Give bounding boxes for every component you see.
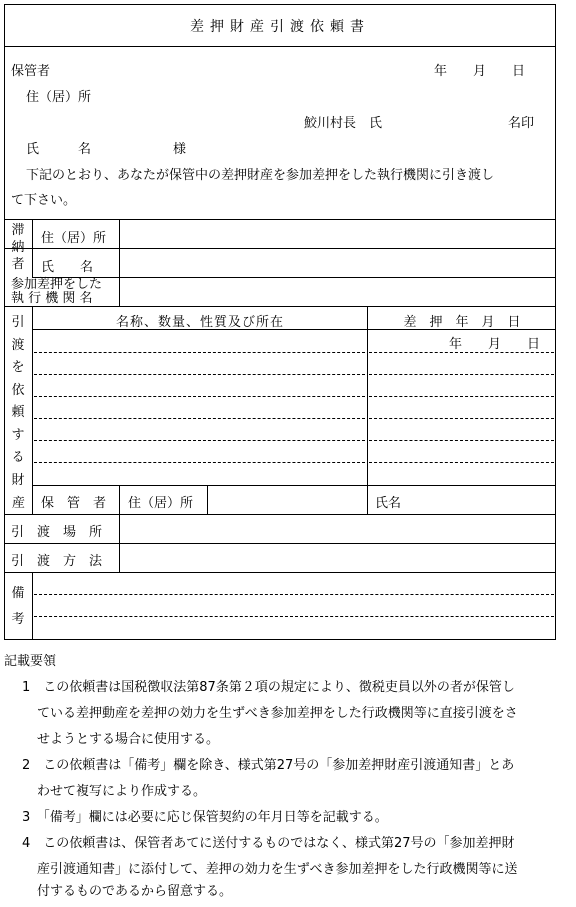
note-3-line1: 3 「備考」欄には必要に応じ保管契約の年月日等を記載する。 [22,810,388,825]
col-divider-date [367,306,368,515]
notes-heading: 記載要領 [4,654,57,669]
remarks-dash-line [34,594,554,595]
remarks-dash-line [34,616,554,617]
row-divider-8 [4,572,556,573]
issuer-label: 鮫川村長 氏 [304,116,383,131]
col-divider-remarks [32,572,33,640]
custodian-name-label: 氏名 [375,496,402,511]
col-divider-delinquent [32,219,33,278]
date-dash-line [369,352,554,353]
date-dash-line [369,440,554,441]
date-format: 年 月 日 [449,337,541,352]
body-text-line2: て下さい。 [11,193,77,208]
seal-label: 名印 [508,116,535,131]
property-dash-line [34,352,365,353]
row-divider-7 [4,543,556,544]
items-column-header: 名称、数量、性質及び所在 [115,315,284,330]
address-label: 住（居）所 [26,90,92,105]
col-divider-delivery [119,514,120,573]
note-2-line2: わせて複写により作成する。 [37,784,207,799]
outer-bottom-border [4,639,556,640]
delinquent-name-label: 氏 名 [41,260,94,275]
header-date: 年 月 日 [434,64,526,79]
note-4-line3: 付するものであるから留意する。 [37,884,233,899]
agency-label-line1: 参加差押をした [11,277,103,292]
body-text-line1: 下記のとおり、あなたが保管中の差押財産を参加差押をした執行機関に引き渡し [26,168,495,183]
row-divider-1 [4,248,556,249]
property-dash-line [34,396,365,397]
row-divider-6 [4,514,556,515]
property-last-char: 産 [12,496,26,511]
col-divider-custodian [119,485,120,515]
delivery-method-label: 引 渡 方 法 [11,554,103,569]
col-divider-label [119,219,120,307]
property-dash-line [34,440,365,441]
remarks-vertical-label: 備 考 [11,586,25,627]
custodian-row-label: 保 管 者 [41,496,107,511]
outer-top-border [4,4,556,5]
date-dash-line [369,462,554,463]
note-4-line1: 4 この依頼書は、保管者あてに送付するものではなく、様式第27号の「参加差押財 [22,836,515,851]
note-1-line1: 1 この依頼書は国税徴収法第87条第２項の規定により、徴税吏員以外の者が保管し [22,680,515,695]
note-2-line1: 2 この依頼書は「備考」欄を除き、様式第27号の「参加差押財産引渡通知書」とあ [22,758,515,773]
delinquent-address-label: 住（居）所 [41,231,107,246]
property-vertical-label: 引 渡 を 依 頼 す る 財 [11,315,25,488]
header-divider [4,219,556,220]
agency-label-line2: 執 行 機 関 名 [11,291,93,306]
name-label: 氏 名 [26,142,92,157]
date-dash-line [369,374,554,375]
outer-left-border [4,4,5,640]
custodian-label: 保管者 [11,64,51,79]
delivery-place-label: 引 渡 場 所 [11,525,103,540]
row-divider-5 [32,485,556,486]
date-column-header: 差 押 年 月 日 [403,315,521,330]
property-dash-line [34,374,365,375]
note-1-line2: ている差押動産を差押の効力を生ずべき参加差押をした行政機関等に直接引渡をさ [37,706,518,721]
row-divider-3 [4,306,556,307]
row-divider-2 [32,277,556,278]
note-1-line3: せようとする場合に使用する。 [37,732,220,747]
col-divider-custodian-address [207,485,208,515]
col-divider-property [32,306,33,515]
property-dash-line [34,462,365,463]
title-divider [4,46,556,47]
document-title: 差押財産引渡依頼書 [190,19,370,35]
note-4-line2: 産引渡通知書」に添付して、差押の効力を生ずべき参加差押をした行政機関等に送 [37,862,518,877]
date-dash-line [369,418,554,419]
custodian-address-label: 住（居）所 [128,496,194,511]
date-dash-line [369,396,554,397]
honorific-label: 様 [173,142,187,157]
delinquent-vertical-label: 滞 納 者 [11,223,25,272]
property-dash-line [34,418,365,419]
